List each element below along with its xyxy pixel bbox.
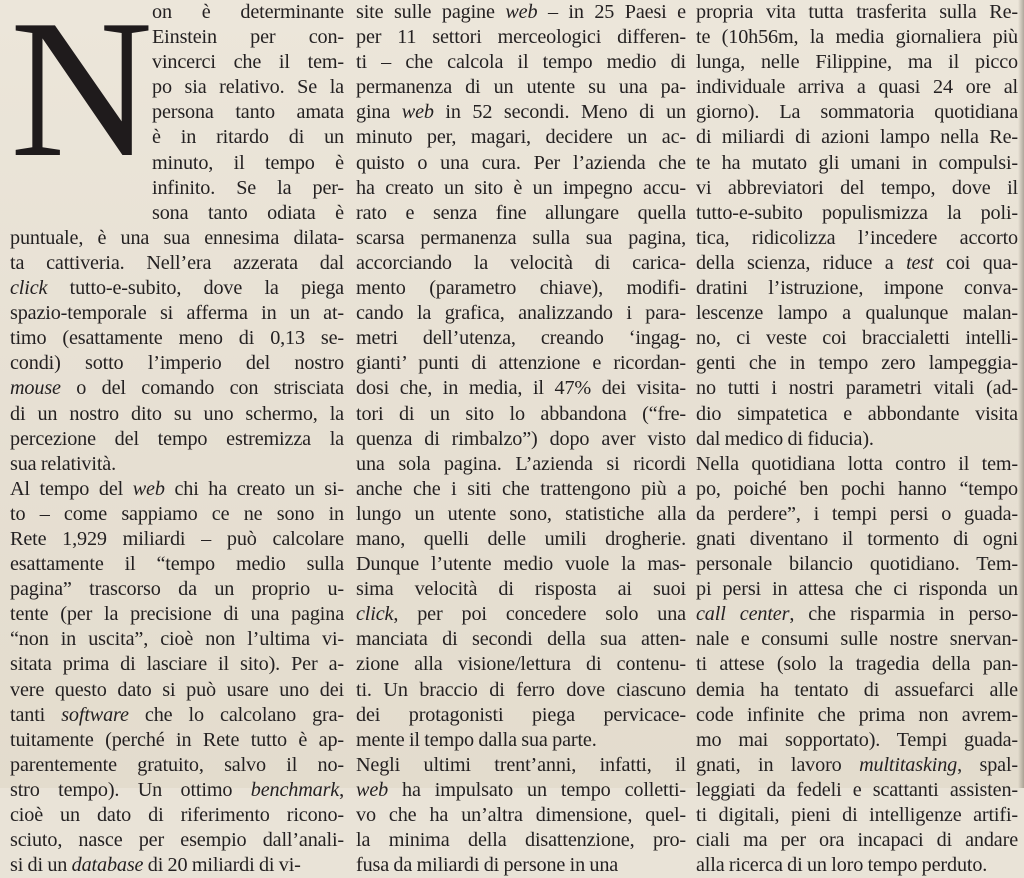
text-line: Al tempo del web chi ha creato un si- xyxy=(10,477,345,500)
text-line: gnati, in lavoro multitasking, spal- xyxy=(696,753,1018,776)
text-line: accorciando la velocità di carica- xyxy=(356,251,686,274)
text-line: demia ha tentato di assuefarci alle xyxy=(696,678,1018,701)
text-line: vo che ha un’altra dimensione, quel- xyxy=(356,804,686,826)
text-line: della scienza, riduce a test coi qua- xyxy=(696,251,1018,274)
text-line: rato e senza fine allungare quella xyxy=(356,201,686,224)
text-line: po, poiché ben pochi hanno “tempo xyxy=(696,477,1018,500)
text-line: di un nostro dito su uno schermo, la xyxy=(10,402,344,425)
text-line: mente il tempo dalla sua parte. xyxy=(356,728,597,751)
text-line: parentemente gratuito, salvo il no- xyxy=(10,753,344,776)
text-line: “non in uscita”, cioè non l’ultima vi- xyxy=(10,628,344,651)
text-line: ta cattiveria. Nell’era azzerata dal xyxy=(10,251,344,274)
article-column-2 xyxy=(356,0,686,878)
text-line: Dunque l’utente medio vuole la mas- xyxy=(356,553,686,576)
text-line: tanti software che lo calcolano gra- xyxy=(10,703,344,726)
article-column-3 xyxy=(696,0,1018,878)
text-line: è in ritardo di un xyxy=(152,126,344,149)
page-edge-shadow xyxy=(1018,0,1024,788)
text-line: puntuale, è una sua ennesima dilata- xyxy=(10,226,344,249)
text-line: sciuto, nasce per esempio dall’anali- xyxy=(10,829,344,852)
text-line: una sola pagina. L’azienda si ricordi xyxy=(356,452,686,475)
text-line: sima velocità di risposta ai suoi xyxy=(356,578,686,601)
text-line: mento (parametro chiave), modifi- xyxy=(356,277,686,300)
text-line: dei protagonisti piega pervicace- xyxy=(356,703,686,726)
text-line: cioè un dato di riferimento ricono- xyxy=(10,804,344,826)
text-line: si di un database di 20 miliardi di vi- xyxy=(10,854,301,877)
text-line: dosi che, in media, il 47% dei visita- xyxy=(356,377,686,400)
text-line: mo mai sopportato). Tempi guada- xyxy=(696,728,1018,751)
text-line: spazio-temporale si afferma in un at- xyxy=(10,302,344,325)
text-line: gnati diventano il tormento di ogni xyxy=(696,527,1018,550)
text-line: metri dell’utenza, creando ‘ingag- xyxy=(356,327,686,350)
text-line: manciata di secondi della sua atten- xyxy=(356,628,686,651)
text-line: cando la grafica, analizzando i para- xyxy=(356,302,686,325)
text-line: tica, ridicolizza l’incedere accorto xyxy=(696,226,1018,249)
text-line: call center, che risparmia in perso- xyxy=(696,603,1018,626)
text-line: to – come sappiamo ce ne sono in xyxy=(10,502,344,525)
text-line: tutto-e-subito populismizza la poli- xyxy=(696,201,1018,224)
text-line: Negli ultimi trent’anni, infatti, il xyxy=(356,753,686,776)
text-line: Einstein per con- xyxy=(152,26,344,49)
text-line: persona tanto amata xyxy=(152,101,344,124)
text-line: vincerci che il tem- xyxy=(152,51,344,74)
text-line: minuto, il tempo è xyxy=(152,151,344,174)
text-line: zione alla visione/lettura di contenu- xyxy=(356,653,686,676)
text-line: code infinite che prima non avrem- xyxy=(696,703,1018,726)
text-line: individuale arriva a quasi 24 ore al xyxy=(696,76,1018,99)
text-line: fusa da miliardi di persone in una xyxy=(356,854,619,877)
text-line: tuitamente (perché in Rete tutto è ap- xyxy=(10,728,344,751)
text-line: stro tempo). Un ottimo benchmark, xyxy=(10,778,344,801)
text-line: da perdere”, i tempi persi o guada- xyxy=(696,502,1018,525)
text-line: pagina” trascorso da un proprio u- xyxy=(10,578,344,601)
text-line: ti digitali, pieni di intelligenze artifi- xyxy=(696,804,1018,826)
text-line: mouse o del comando con strisciata xyxy=(10,377,344,400)
text-line: quisto o una cura. Per l’azienda che xyxy=(356,151,686,174)
text-line: infinito. Se la per- xyxy=(152,176,344,199)
text-line: Nella quotidiana lotta contro il tem- xyxy=(696,452,1018,475)
text-line: timo (esattamente meno di 0,13 se- xyxy=(10,327,344,350)
text-line: no, ci veste coi braccialetti intelli- xyxy=(696,327,1018,350)
text-line: nale e consumi sulle nostre snervan- xyxy=(696,628,1018,651)
text-line: leggiati da fedeli e scattanti assisten- xyxy=(696,778,1018,801)
text-line: sua relatività. xyxy=(10,452,116,475)
text-line: giorno). La sommatoria quotidiana xyxy=(696,101,1018,124)
text-line: sona tanto odiata è xyxy=(152,201,344,224)
text-line: minuto per, magari, decidere un ac- xyxy=(356,126,686,149)
article-column-1 xyxy=(10,0,344,878)
text-line: click, per poi concedere solo una xyxy=(356,603,686,626)
text-line: per 11 settori merceologici differen- xyxy=(356,26,686,49)
text-line: ha creato un sito è un impegno accu- xyxy=(356,176,686,199)
text-line: genti che in tempo zero lampeggia- xyxy=(696,352,1018,375)
text-line: site sulle pagine web – in 25 Paesi e xyxy=(356,1,686,23)
text-line: te ha mutato gli umani in compulsi- xyxy=(696,151,1018,174)
text-line: on è determinante xyxy=(152,1,344,23)
text-line: percezione del tempo estremizza la xyxy=(10,427,344,450)
text-line: condi) sotto l’imperio del nostro xyxy=(10,352,344,375)
text-line: pi persi in attesa che ci risponda un xyxy=(696,578,1018,601)
text-line: tori di un sito lo abbandona (“fre- xyxy=(356,402,686,425)
text-line: alla ricerca di un loro tempo perduto. xyxy=(696,854,988,877)
text-line: personale bilancio quotidiano. Tem- xyxy=(696,553,1018,576)
text-line: po sia relativo. Se la xyxy=(152,76,344,99)
text-line: mano, quelli delle umili drogherie. xyxy=(356,527,686,550)
text-line: lungo un utente sono, statistiche alla xyxy=(356,502,686,525)
text-line: web ha impulsato un tempo colletti- xyxy=(356,778,686,801)
text-line: quenza di rimbalzo”) dopo aver visto xyxy=(356,427,686,450)
text-line: gina web in 52 secondi. Meno di un xyxy=(356,101,686,124)
text-line: vi abbreviatori del tempo, dove il xyxy=(696,176,1018,199)
text-line: lunga, nelle Filippine, ma il picco xyxy=(696,51,1018,74)
text-line: vere questo dato si può usare uno dei xyxy=(10,678,344,701)
text-line: dio simpatetica e abbondante visita xyxy=(696,402,1018,425)
text-line: la minima della disattenzione, pro- xyxy=(356,829,686,852)
text-line: Rete 1,929 miliardi – può calcolare xyxy=(10,527,344,550)
text-line: click tutto-e-subito, dove la piega xyxy=(10,277,344,300)
text-line: di miliardi di azioni lampo nella Re- xyxy=(696,126,1018,149)
text-line: gianti’ punti di attenzione e ricordan- xyxy=(356,352,686,375)
text-line: permanenza di un utente su una pa- xyxy=(356,76,686,99)
text-line: dal medico di fiducia). xyxy=(696,427,874,450)
text-line: ciali ma per ora incapaci di andare xyxy=(696,829,1018,852)
text-line: anche che i siti che trattengono più a xyxy=(356,477,686,500)
text-line: scarsa permanenza sulla sua pagina, xyxy=(356,226,686,249)
text-line: ti – che calcola il tempo medio di xyxy=(356,51,686,74)
text-line: ti attese (solo la tragedia della pan- xyxy=(696,653,1018,676)
text-line: propria vita tutta trasferita sulla Re- xyxy=(696,1,1018,23)
text-line: no tutti i nostri parametri vitali (ad- xyxy=(696,377,1018,400)
text-line: dratini l’istruzione, impone conva- xyxy=(696,277,1018,300)
text-line: ti. Un braccio di ferro dove ciascuno xyxy=(356,678,686,701)
text-line: sitata prima di lasciare il sito). Per a- xyxy=(10,653,344,676)
text-line: te (10h56m, la media giornaliera più xyxy=(696,26,1018,49)
text-line: lescenze lampo a qualunque malan- xyxy=(696,302,1018,325)
text-line: esattamente il “tempo medio sulla xyxy=(10,553,344,576)
text-line: tente (per la precisione di una pagina xyxy=(10,603,344,626)
drop-cap: N xyxy=(10,0,151,198)
